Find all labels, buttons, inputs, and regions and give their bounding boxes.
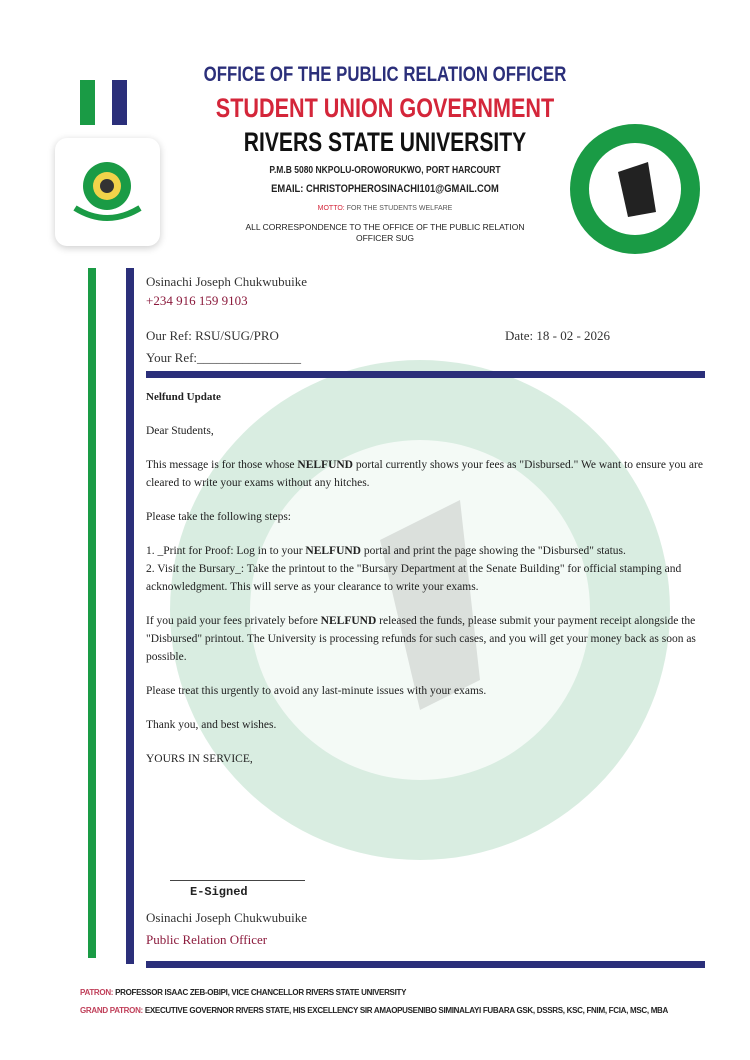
letter-paragraph-3: If you paid your fees privately before NELFUND released the funds, please submit your payment receipt alongside the "Disbursed" printout. The University is processing refunds for such cases, and you will get your money back as soon as possible. bbox=[146, 615, 696, 663]
header-divider bbox=[146, 371, 705, 378]
left-green-rule bbox=[88, 268, 96, 958]
flag-bar-navy bbox=[112, 80, 127, 125]
left-navy-rule bbox=[126, 268, 134, 964]
header-motto: MOTTO: FOR THE STUDENTS WELFARE bbox=[317, 205, 453, 212]
steps-intro: Please take the following steps: bbox=[146, 511, 291, 523]
signatory-title: Public Relation Officer bbox=[146, 932, 268, 947]
sender-phone: +234 916 159 9103 bbox=[146, 293, 248, 308]
letter-subject: Nelfund Update bbox=[146, 391, 221, 403]
footer-patron: PATRON: PROFESSOR ISAAC ZEB-OBIPI, VICE CHANCELLOR RIVERS STATE UNIVERSITY bbox=[80, 988, 407, 997]
e-signed-label: E-Signed bbox=[190, 885, 248, 899]
letter-date: Date: 18 - 02 - 2026 bbox=[505, 328, 611, 343]
header-correspondence: ALL CORRESPONDENCE TO THE OFFICE OF THE PUBLIC RELATION OFFICER SUG bbox=[245, 222, 525, 243]
letter-body bbox=[146, 388, 716, 768]
sender-name: Osinachi Joseph Chukwubuike bbox=[146, 274, 308, 289]
signatory-name: Osinachi Joseph Chukwubuike bbox=[146, 910, 308, 925]
letter-paragraph-4: Please treat this urgently to avoid any last-minute issues with your exams. bbox=[146, 685, 487, 697]
letter-salutation: Dear Students, bbox=[146, 425, 214, 437]
header-email: EMAIL: CHRISTOPHEROSINACHI101@GMAIL.COM bbox=[271, 183, 499, 195]
letter-thanks: Thank you, and best wishes. bbox=[146, 719, 277, 731]
footer-divider bbox=[146, 961, 705, 968]
your-ref: Your Ref:________________ bbox=[146, 350, 302, 365]
flag-bar-green bbox=[80, 80, 95, 125]
header-office: OFFICE OF THE PUBLIC RELATION OFFICER bbox=[203, 63, 567, 86]
signature-line bbox=[170, 880, 305, 881]
letter-closing: YOURS IN SERVICE, bbox=[146, 753, 253, 765]
footer-grand-patron: GRAND PATRON: EXECUTIVE GOVERNOR RIVERS STATE, HIS EXCELLENCY SIR AMAOPUSENIBO SIMINALAYI FUBARA GSK, DSSRS, KSC, FNIM, FCIA, MSC, MBA bbox=[80, 1006, 669, 1015]
header-university: RIVERS STATE UNIVERSITY bbox=[243, 127, 527, 157]
step-1: 1. _Print for Proof: Log in to your NELFUND portal and print the page showing the "Disbursed" status. bbox=[146, 545, 626, 557]
our-ref: Our Ref: RSU/SUG/PRO bbox=[146, 328, 279, 343]
step-2: 2. Visit the Bursary_: Take the printout to the "Bursary Department at the Senate Building" for official stamping and acknowledgment. This will serve as your clearance to write your exams. bbox=[146, 563, 682, 593]
header-sug: STUDENT UNION GOVERNMENT bbox=[215, 93, 555, 123]
letter-paragraph-1: This message is for those whose NELFUND portal currently shows your fees as "Disbursed." We want to ensure you are cleared to write your exams without any hitches. bbox=[146, 459, 703, 489]
header-address: P.M.B 5080 NKPOLU-OROWORUKWO, PORT HARCOURT bbox=[269, 165, 501, 176]
